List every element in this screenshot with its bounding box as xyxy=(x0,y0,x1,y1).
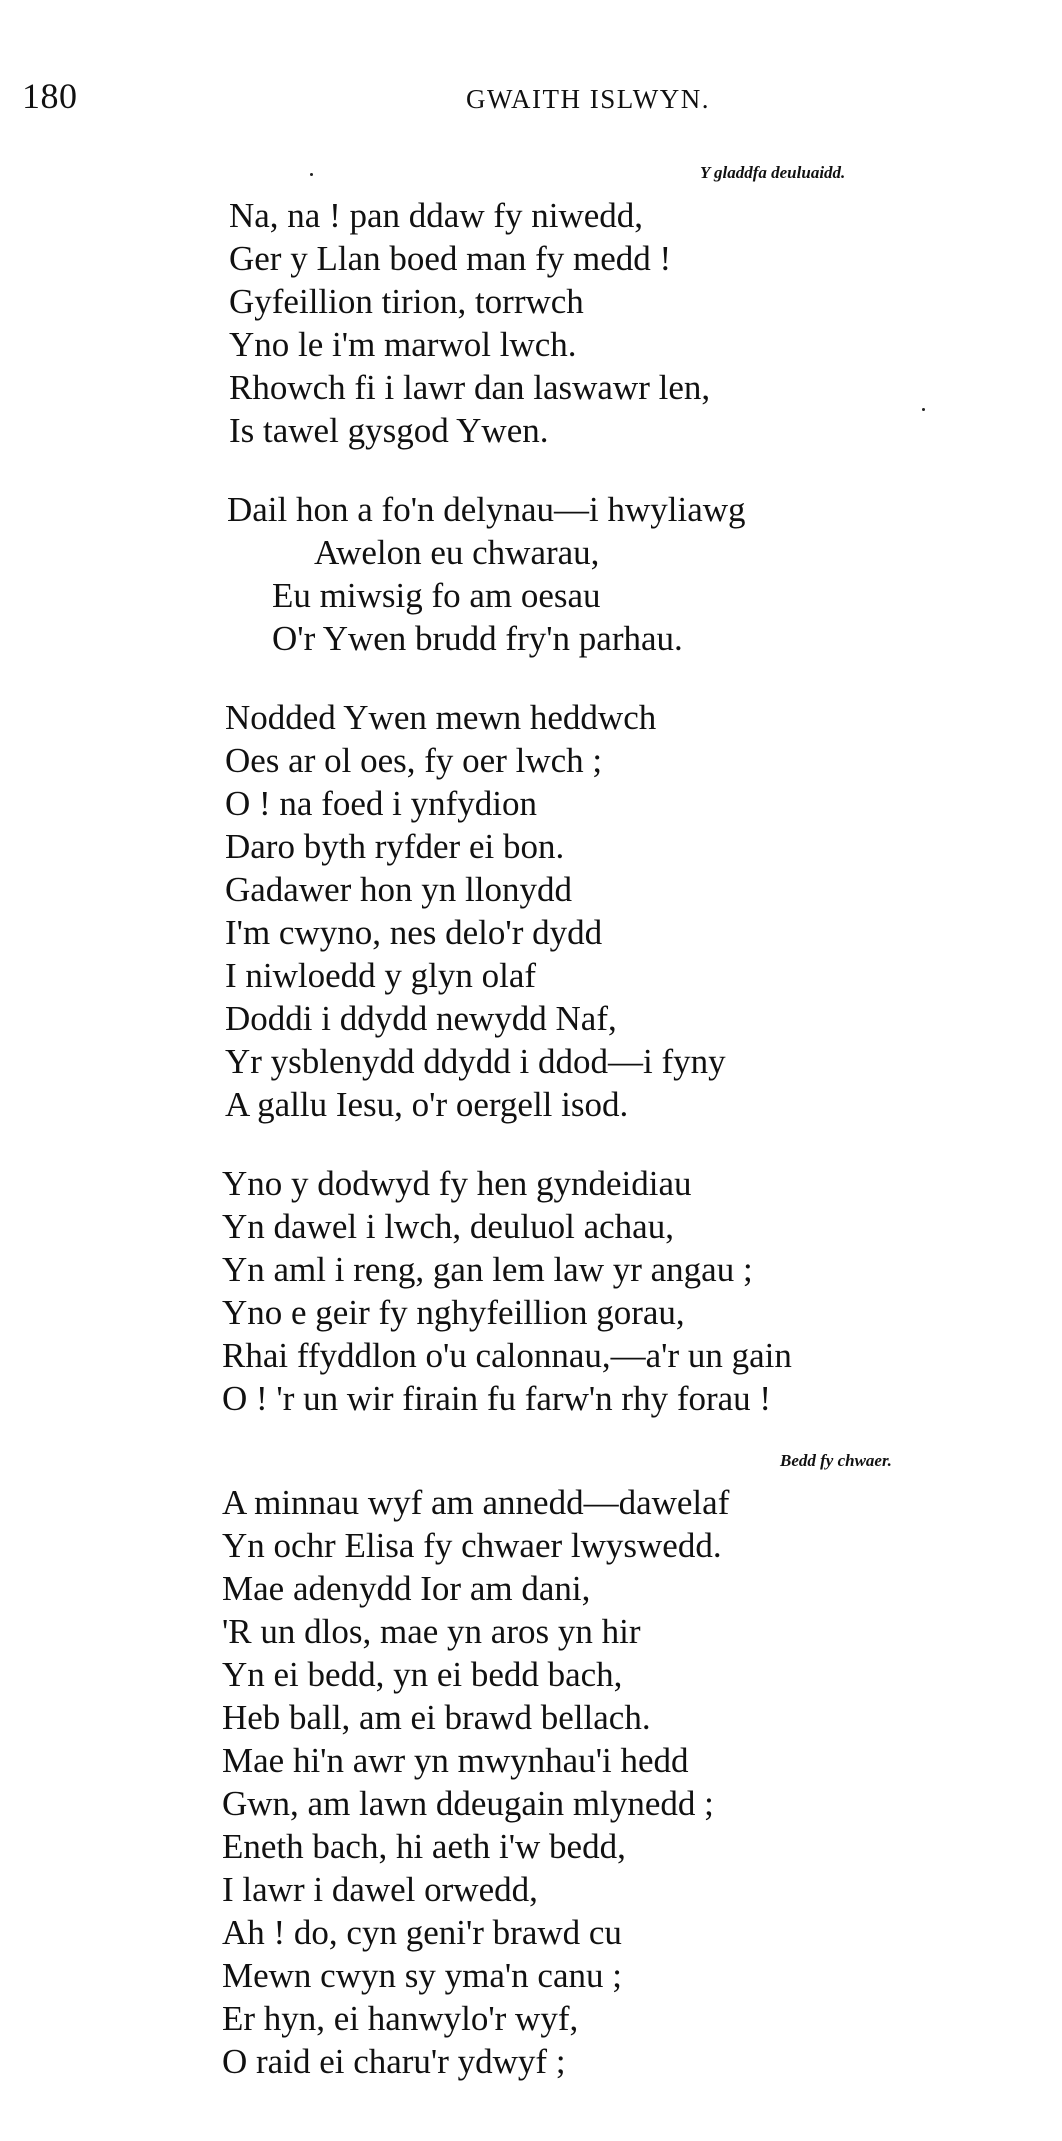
verse-line: Na, na ! pan ddaw fy niwedd, xyxy=(229,196,644,235)
verse-line: Rhowch fi i lawr dan laswawr len, xyxy=(229,368,711,407)
verse-line: Yno le i'm marwol lwch. xyxy=(229,325,577,364)
marginal-note-sister-grave: Bedd fy chwaer. xyxy=(780,1451,892,1470)
print-speck xyxy=(310,173,313,176)
verse-line: Nodded Ywen mewn heddwch xyxy=(225,698,657,737)
verse-line: A minnau wyf am annedd—dawelaf xyxy=(222,1483,730,1522)
verse-line: Ah ! do, cyn geni'r brawd cu xyxy=(222,1913,622,1952)
verse-line: Daro byth ryfder ei bon. xyxy=(225,827,565,866)
verse-line: I'm cwyno, nes delo'r dydd xyxy=(225,913,603,952)
verse-line: Gwn, am lawn ddeugain mlynedd ; xyxy=(222,1784,714,1823)
verse-line: O'r Ywen brudd fry'n parhau. xyxy=(272,619,683,658)
marginal-note-family-grave: Y gladdfa deuluaidd. xyxy=(700,163,846,182)
running-title: GWAITH ISLWYN. xyxy=(466,84,710,114)
verse-line: Awelon eu chwarau, xyxy=(314,533,600,572)
verse-line: Mewn cwyn sy yma'n canu ; xyxy=(222,1956,622,1995)
verse-line: O raid ei charu'r ydwyf ; xyxy=(222,2042,566,2081)
verse-line: Yn dawel i lwch, deuluol achau, xyxy=(222,1207,674,1246)
verse-line: I lawr i dawel orwedd, xyxy=(222,1870,538,1909)
verse-line: Er hyn, ei hanwylo'r wyf, xyxy=(222,1999,579,2038)
verse-line: Eneth bach, hi aeth i'w bedd, xyxy=(222,1827,626,1866)
verse-line: Yr ysblenydd ddydd i ddod—i fyny xyxy=(225,1042,726,1081)
verse-line: Gyfeillion tirion, torrwch xyxy=(229,282,584,321)
verse-line: I niwloedd y glyn olaf xyxy=(225,956,537,995)
verse-line: Rhai ffyddlon o'u calonnau,—a'r un gain xyxy=(222,1336,792,1375)
verse-line: O ! na foed i ynfydion xyxy=(225,784,538,823)
verse-line: Doddi i ddydd newydd Naf, xyxy=(225,999,617,1038)
verse-line: Is tawel gysgod Ywen. xyxy=(229,411,549,450)
verse-line: Oes ar ol oes, fy oer lwch ; xyxy=(225,741,603,780)
verse-line: Ger y Llan boed man fy medd ! xyxy=(229,239,672,278)
verse-line: Yn ei bedd, yn ei bedd bach, xyxy=(222,1655,623,1694)
verse-line: Yn aml i reng, gan lem law yr angau ; xyxy=(222,1250,753,1289)
verse-line: Gadawer hon yn llonydd xyxy=(225,870,573,909)
verse-line: A gallu Iesu, o'r oergell isod. xyxy=(225,1085,629,1124)
verse-line: Yno y dodwyd fy hen gyndeidiau xyxy=(222,1164,692,1203)
verse-line: Eu miwsig fo am oesau xyxy=(272,576,601,615)
verse-line: Mae adenydd Ior am dani, xyxy=(222,1569,591,1608)
verse-line: Heb ball, am ei brawd bellach. xyxy=(222,1698,651,1737)
verse-line: Dail hon a fo'n delynau—i hwyliawg xyxy=(227,490,746,529)
verse-line: 'R un dlos, mae yn aros yn hir xyxy=(222,1612,641,1651)
verse-line: O ! 'r un wir firain fu farw'n rhy forau ! xyxy=(222,1379,772,1418)
verse-line: Mae hi'n awr yn mwynhau'i hedd xyxy=(222,1741,689,1780)
verse-line: Yn ochr Elisa fy chwaer lwyswedd. xyxy=(222,1526,722,1565)
verse-line: Yno e geir fy nghyfeillion gorau, xyxy=(222,1293,685,1332)
print-speck xyxy=(922,408,925,411)
page-number: 180 xyxy=(22,76,78,116)
